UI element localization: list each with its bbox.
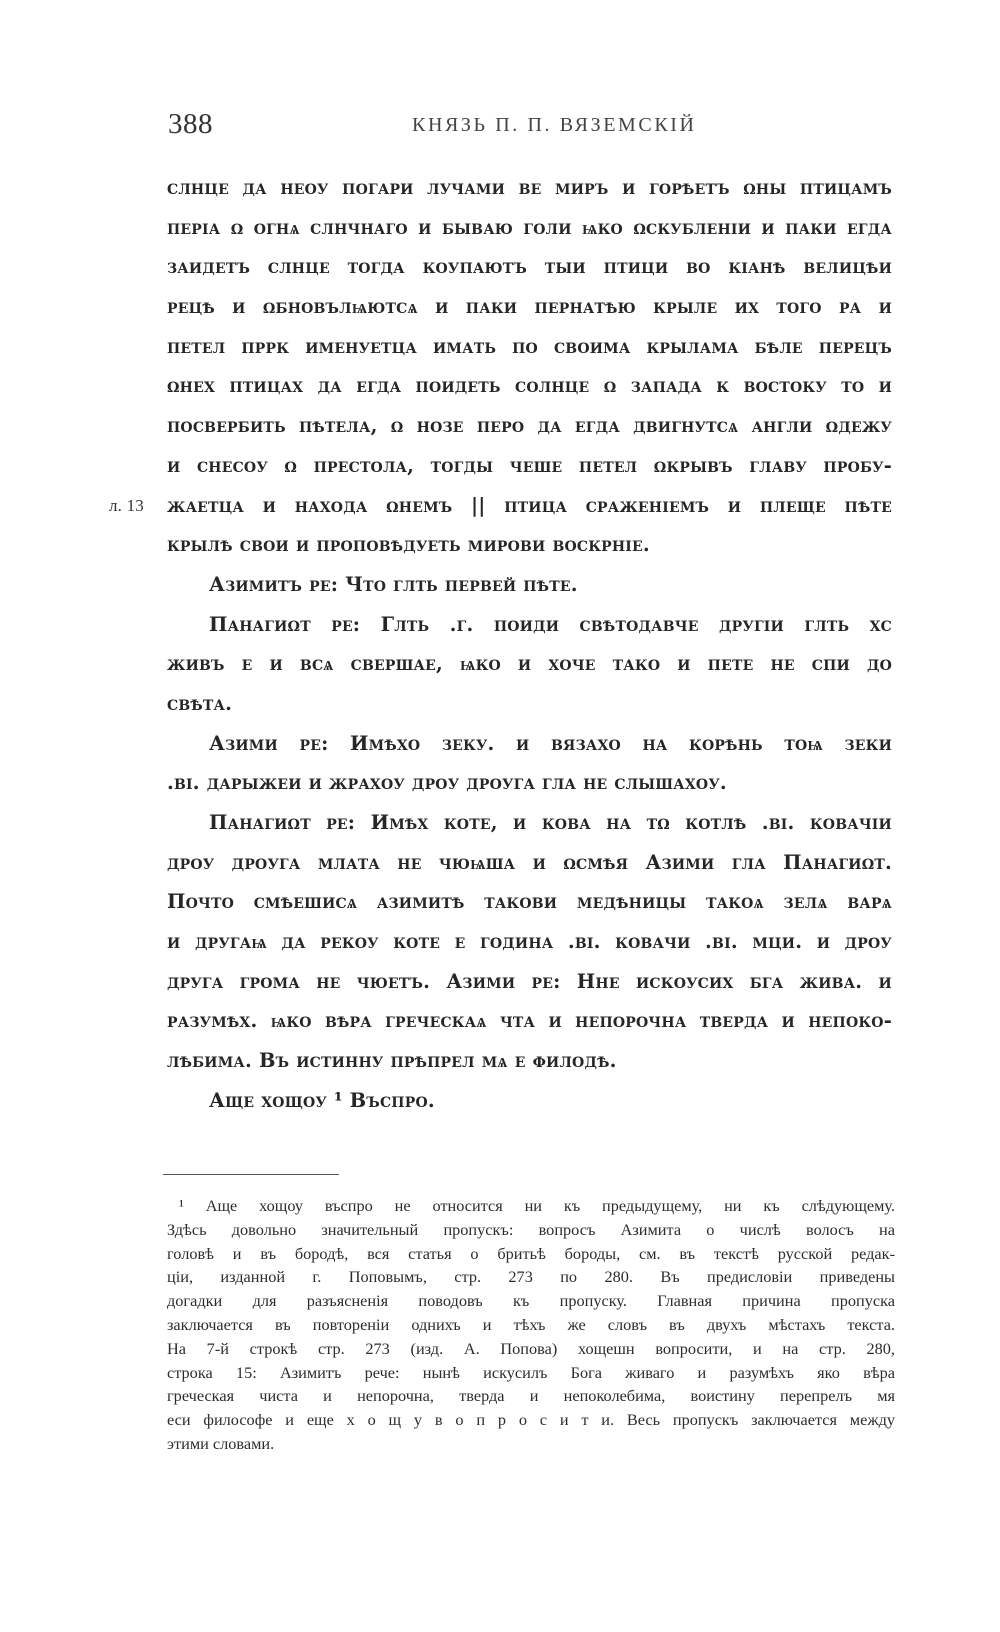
margin-note: л. 13 (109, 495, 144, 515)
footnote-rule (163, 1174, 339, 1175)
text-line: и снесоу ω престола, тогды чеше петел ωкрывъ главу пробу- (167, 453, 892, 477)
text-line: свѣта. (167, 691, 233, 715)
text-line: разумѣх. ѩко вѣра греческаѧ чта и непорочна тверда и непоко- (167, 1009, 892, 1033)
footnote-line: еси философе и еще х о щ у в о п р о с и т и. Весь пропускъ заключается между (167, 1410, 895, 1430)
text-line: ωнех птицах да егда поидеть солнце ω запада к востоку то и (167, 374, 892, 398)
text-line: жаетца и находа ωнемъ || птица сраженіемъ и плеще пѣте (167, 493, 892, 517)
text-line: посвербить пѣтела, ω нозе перо да егда двигнутсѧ англи ωдежу (167, 414, 892, 438)
footnote-line: догадки для разъясненія поводовъ къ пропуску. Главная причина пропуска (167, 1291, 895, 1311)
footnote-line: Здѣсь довольно значительный пропускъ: вопросъ Азимита о числѣ волосъ на (167, 1219, 895, 1239)
footnote-line: ціи, изданной г. Поповымъ, стр. 273 по 280. Въ предисловіи приведены (167, 1267, 895, 1287)
text-line-with-margin-note (109, 486, 892, 526)
footnote-line: На 7-й строкѣ стр. 273 (изд. А. Попова) хощешн вопросити, и на стр. 280, (167, 1338, 895, 1358)
text-line: Почто смѣешисѧ азимитѣ такови медѣницы такоѧ зелѧ варѧ (167, 890, 892, 914)
text-line: дроу дроуга млата не чюѩша и ωсмѣя Азими гла Панагиωт. (167, 850, 892, 874)
running-head: КНЯЗЬ П. П. ВЯЗЕМСКІЙ (412, 114, 697, 136)
text-line: Азими ре: Имѣхо зеку. и вязахо на корѣнь тоѩ зеки (209, 731, 892, 755)
text-line: Панагиωт ре: Глть .г. поиди свѣтодавче другіи глть хс (209, 612, 892, 636)
footnote-line: заключается въ повтореніи однихъ и тѣхъ же словъ въ двухъ мѣстахъ текста. (167, 1314, 895, 1334)
text-line: Панагиωт ре: Имѣх коте, и кова на тω котлѣ .ві. ковачіи (209, 811, 892, 834)
text-line: крылѣ свои и проповѣдуеть мирови воскрніе. (167, 533, 650, 557)
footnote-line: греческая чиста и непорочна, тверда и непоколебима, воистину перепрелъ мя (167, 1386, 895, 1406)
text-line: и другаѩ да рекоу коте е година .ві. ковачи .ві. мци. и дроу (167, 930, 892, 954)
text-line: живъ е и всѧ свершае, ѩко и хоче тако и пете не спи до (167, 652, 892, 676)
text-line: лѣбима. Въ истинну прѣпрел мѧ е филодѣ. (167, 1049, 617, 1073)
text-line: друга грома не чюетъ. Азими ре: Нне искоусих бга жива. и (167, 969, 892, 993)
text-line: Азимитъ ре: Что глть первей пѣте. (209, 572, 578, 596)
text-line: .ві. дарыжеи и жрахоу дроу дроуга гла не слышахоу. (167, 771, 727, 795)
page-header (168, 108, 888, 148)
page-number: 388 (168, 108, 213, 140)
footnote-line: этими словами. (167, 1433, 275, 1453)
text-line: слнце да неоу погари лучами ве миръ и горѣетъ ωны птицамъ (167, 176, 892, 199)
text-line: періа ω огнѧ слнчнаго и бываю голи ѩко ωскубленіи и паки егда (167, 215, 892, 239)
footnote-line: строка 15: Азимитъ рече: нынѣ искусилъ Бога живаго и разумѣхъ яко вѣра (167, 1362, 895, 1382)
footnotes (167, 1194, 895, 1456)
text-line: Аще хощоу ¹ Въспро. (209, 1088, 435, 1112)
text-line: петел пррк именуетца имать по своима крылама бѣле перецъ (167, 334, 892, 358)
footnote-line: ¹ Аще хощоу въспро не относится ни къ предыдущему, ни къ слѣдующему. (179, 1196, 895, 1215)
footnote-line: головѣ и въ бородѣ, вся статья о бритьѣ бороды, см. въ текстѣ русской редак- (167, 1243, 895, 1263)
text-line: рецѣ и ωбновълѩютсѧ и паки пернатѣю крыле их того ра и (167, 295, 892, 319)
text-line: заидетъ слнце тогда коупаютъ тыи птици во кіанѣ велицѣи (167, 255, 892, 279)
main-text (109, 168, 892, 1121)
